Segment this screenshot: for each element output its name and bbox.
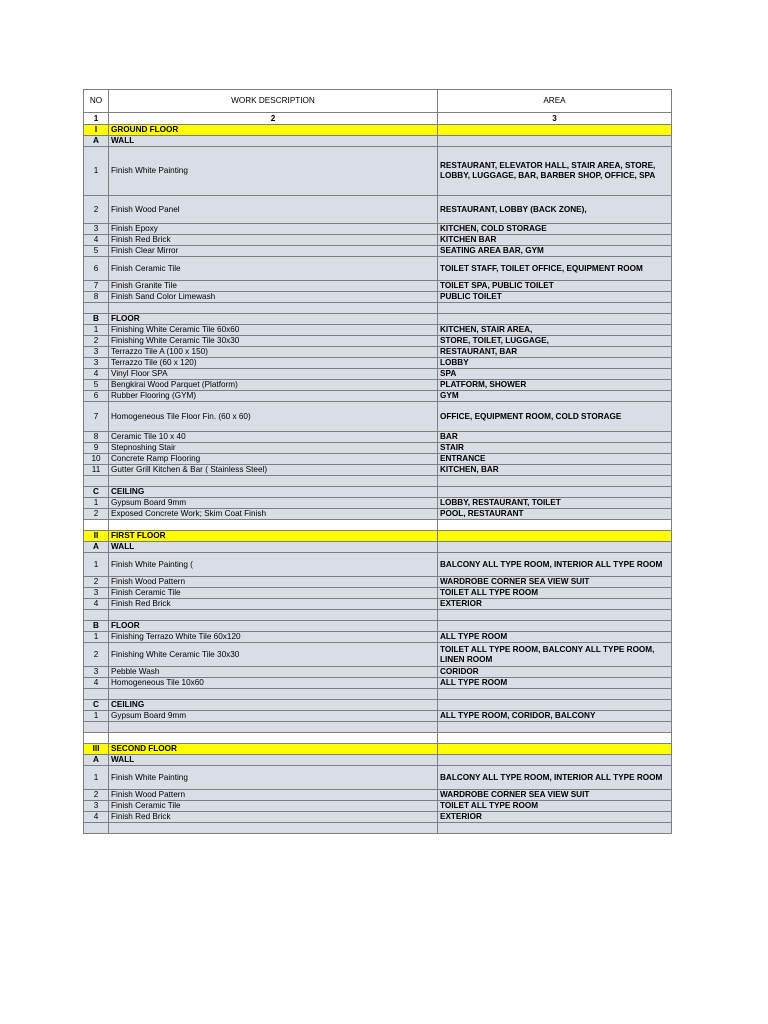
cell-no: 3 [84,358,109,369]
cell-area: POOL, RESTAURANT [438,509,672,520]
table-row [84,369,672,380]
work-description-table [83,89,672,834]
cell-area: KITCHEN, COLD STORAGE [438,224,672,235]
cell-description: Bengkirai Wood Parquet (Platform) [109,380,438,391]
table-row [84,358,672,369]
cell-no: 8 [84,292,109,303]
spacer-row [84,520,672,531]
cell-description: Finishing White Ceramic Tile 60x60 [109,325,438,336]
cell-area [438,476,672,487]
cell-description: WALL [109,755,438,766]
cell-area [438,689,672,700]
cell-area: OFFICE, EQUIPMENT ROOM, COLD STORAGE [438,402,672,432]
cell-description: Finish White Painting ( [109,553,438,577]
cell-no: 1 [84,711,109,722]
cell-no: 2 [84,509,109,520]
floor-header-row [84,531,672,542]
cell-no: 9 [84,443,109,454]
cell-area: TOILET ALL TYPE ROOM [438,801,672,812]
cell-no: 2 [84,790,109,801]
cell-area: WARDROBE CORNER SEA VIEW SUIT [438,577,672,588]
cell-area [438,314,672,325]
cell-no: B [84,314,109,325]
cell-area: ALL TYPE ROOM [438,678,672,689]
cell-description: Finish Epoxy [109,224,438,235]
cell-description: Gutter Grill Kitchen & Bar ( Stainless Steel) [109,465,438,476]
cell-no [84,520,109,531]
cell-description: Finish Granite Tile [109,281,438,292]
cell-description: Finish Ceramic Tile [109,588,438,599]
table-row [84,711,672,722]
table-row [84,509,672,520]
column-number-row [84,113,672,125]
cell-description: Terrazzo Tile (60 x 120) [109,358,438,369]
cell-description: SECOND FLOOR [109,744,438,755]
blank-row [84,722,672,733]
section-header-row [84,314,672,325]
cell-area [438,303,672,314]
cell-no [84,476,109,487]
cell-description: Finish Ceramic Tile [109,257,438,281]
cell-description: FIRST FLOOR [109,531,438,542]
cell-description: Finish Wood Pattern [109,577,438,588]
table-row [84,667,672,678]
cell-area: TOILET ALL TYPE ROOM, BALCONY ALL TYPE ROOM, LINEN ROOM [438,643,672,667]
cell-no: 3 [84,588,109,599]
cell-no: 3 [84,667,109,678]
table-row [84,147,672,196]
column-number-no: 1 [84,113,109,125]
table-row [84,257,672,281]
blank-row [84,303,672,314]
cell-description: Terrazzo Tile A (100 x 150) [109,347,438,358]
cell-no: 6 [84,257,109,281]
cell-area: SPA [438,369,672,380]
floor-header-row [84,125,672,136]
cell-no: 6 [84,391,109,402]
cell-area [438,610,672,621]
cell-no: II [84,531,109,542]
table-row [84,553,672,577]
cell-area: GYM [438,391,672,402]
cell-area: RESTAURANT, BAR [438,347,672,358]
cell-area [438,531,672,542]
cell-description: Finish Ceramic Tile [109,801,438,812]
section-header-row [84,136,672,147]
cell-no: 1 [84,147,109,196]
table-row [84,643,672,667]
table-row [84,235,672,246]
cell-description: Rubber Flooring (GYM) [109,391,438,402]
header-area: AREA [438,90,672,113]
table-row [84,196,672,224]
header-work-description: WORK DESCRIPTION [109,90,438,113]
cell-description: Finishing White Ceramic Tile 30x30 [109,336,438,347]
cell-no: 1 [84,498,109,509]
table-row [84,380,672,391]
cell-description: Finish Red Brick [109,812,438,823]
cell-no: A [84,136,109,147]
cell-description [109,303,438,314]
cell-no: B [84,621,109,632]
cell-area: LOBBY [438,358,672,369]
cell-no: I [84,125,109,136]
table-row [84,599,672,610]
cell-description: Finish White Painting [109,147,438,196]
cell-no: 7 [84,281,109,292]
table-row [84,632,672,643]
cell-description: WALL [109,542,438,553]
cell-description: Finish Clear Mirror [109,246,438,257]
cell-area: LOBBY, RESTAURANT, TOILET [438,498,672,509]
cell-description: Finish Red Brick [109,599,438,610]
table-row [84,432,672,443]
cell-description: Ceramic Tile 10 x 40 [109,432,438,443]
cell-area [438,733,672,744]
header-no: NO [84,90,109,113]
cell-no: 10 [84,454,109,465]
section-header-row [84,621,672,632]
cell-description: Gypsum Board 9mm [109,711,438,722]
cell-no: III [84,744,109,755]
cell-area [438,542,672,553]
cell-area: ALL TYPE ROOM [438,632,672,643]
cell-area [438,722,672,733]
table-row [84,678,672,689]
cell-no: C [84,700,109,711]
cell-description: Stepnoshing Stair [109,443,438,454]
cell-area: BALCONY ALL TYPE ROOM, INTERIOR ALL TYPE ROOM [438,766,672,790]
cell-area: TOILET STAFF, TOILET OFFICE, EQUIPMENT ROOM [438,257,672,281]
cell-area [438,125,672,136]
cell-no: 4 [84,369,109,380]
section-header-row [84,487,672,498]
cell-area: STORE, TOILET, LUGGAGE, [438,336,672,347]
cell-area: RESTAURANT, ELEVATOR HALL, STAIR AREA, STORE, LOBBY, LUGGAGE, BAR, BARBER SHOP, OFFICE, SPA [438,147,672,196]
table-row [84,588,672,599]
blank-row [84,689,672,700]
cell-no: 11 [84,465,109,476]
cell-area: KITCHEN, STAIR AREA, [438,325,672,336]
cell-area [438,823,672,834]
cell-area: ALL TYPE ROOM, CORIDOR, BALCONY [438,711,672,722]
floor-header-row [84,744,672,755]
cell-description: Homogeneous Tile 10x60 [109,678,438,689]
cell-area: BALCONY ALL TYPE ROOM, INTERIOR ALL TYPE ROOM [438,553,672,577]
cell-description: Finish Wood Panel [109,196,438,224]
cell-no [84,689,109,700]
cell-no: 7 [84,402,109,432]
cell-area: BAR [438,432,672,443]
cell-description: GROUND FLOOR [109,125,438,136]
section-header-row [84,542,672,553]
cell-description [109,476,438,487]
cell-description: Finish Red Brick [109,235,438,246]
section-header-row [84,755,672,766]
cell-description: Finish White Painting [109,766,438,790]
cell-area [438,621,672,632]
cell-no [84,733,109,744]
cell-no: 2 [84,643,109,667]
cell-area [438,520,672,531]
table-row [84,336,672,347]
table-row [84,443,672,454]
cell-description: FLOOR [109,314,438,325]
cell-no: A [84,755,109,766]
cell-description: Exposed Concrete Work; Skim Coat Finish [109,509,438,520]
table-row [84,246,672,257]
cell-area: KITCHEN, BAR [438,465,672,476]
cell-description: Finish Wood Pattern [109,790,438,801]
cell-description: CEILING [109,487,438,498]
table-row [84,454,672,465]
cell-area: SEATING AREA BAR, GYM [438,246,672,257]
cell-no: 2 [84,336,109,347]
cell-no: 1 [84,766,109,790]
cell-no: 3 [84,347,109,358]
column-number-description: 2 [109,113,438,125]
table-row [84,402,672,432]
table-row [84,465,672,476]
cell-no: 3 [84,801,109,812]
cell-no: 3 [84,224,109,235]
table-row [84,812,672,823]
cell-description: Vinyl Floor SPA [109,369,438,380]
blank-row [84,610,672,621]
header-row [84,90,672,113]
cell-description: Finishing Terrazo White Tile 60x120 [109,632,438,643]
cell-area: WARDROBE CORNER SEA VIEW SUIT [438,790,672,801]
cell-area [438,487,672,498]
cell-description: Concrete Ramp Flooring [109,454,438,465]
table-row [84,281,672,292]
cell-description [109,610,438,621]
table-row [84,498,672,509]
table-row [84,325,672,336]
cell-area: CORIDOR [438,667,672,678]
cell-description: WALL [109,136,438,147]
cell-no: C [84,487,109,498]
cell-description [109,733,438,744]
cell-no [84,823,109,834]
cell-no: 4 [84,235,109,246]
cell-description: Finishing White Ceramic Tile 30x30 [109,643,438,667]
cell-area [438,744,672,755]
cell-no: 4 [84,812,109,823]
cell-area: STAIR [438,443,672,454]
cell-no: 2 [84,577,109,588]
cell-no: 5 [84,246,109,257]
cell-no [84,722,109,733]
cell-no: 2 [84,196,109,224]
cell-area: RESTAURANT, LOBBY (BACK ZONE), [438,196,672,224]
cell-description: Gypsum Board 9mm [109,498,438,509]
cell-area: EXTERIOR [438,812,672,823]
cell-description: CEILING [109,700,438,711]
cell-description: Homogeneous Tile Floor Fin. (60 x 60) [109,402,438,432]
table-row [84,292,672,303]
cell-area: PUBLIC TOILET [438,292,672,303]
cell-no: 1 [84,632,109,643]
cell-area [438,136,672,147]
column-number-area: 3 [438,113,672,125]
cell-no: 8 [84,432,109,443]
cell-description [109,520,438,531]
table-row [84,224,672,235]
blank-row [84,476,672,487]
cell-no [84,610,109,621]
cell-no: 1 [84,553,109,577]
cell-no: 4 [84,678,109,689]
table-row [84,790,672,801]
cell-no: 4 [84,599,109,610]
table-row [84,347,672,358]
cell-description: Finish Sand Color Limewash [109,292,438,303]
cell-no: 1 [84,325,109,336]
cell-area: EXTERIOR [438,599,672,610]
table-row [84,391,672,402]
table-row [84,766,672,790]
cell-area: TOILET SPA, PUBLIC TOILET [438,281,672,292]
cell-description [109,823,438,834]
cell-area [438,700,672,711]
cell-area: KITCHEN BAR [438,235,672,246]
cell-description: FLOOR [109,621,438,632]
table-row [84,577,672,588]
cell-area: ENTRANCE [438,454,672,465]
spacer-row [84,733,672,744]
cell-description [109,722,438,733]
cell-no [84,303,109,314]
section-header-row [84,700,672,711]
cell-no: 5 [84,380,109,391]
cell-area: PLATFORM, SHOWER [438,380,672,391]
cell-no: A [84,542,109,553]
cell-area: TOILET ALL TYPE ROOM [438,588,672,599]
cell-area [438,755,672,766]
blank-row [84,823,672,834]
table-row [84,801,672,812]
cell-description: Pebble Wash [109,667,438,678]
cell-description [109,689,438,700]
